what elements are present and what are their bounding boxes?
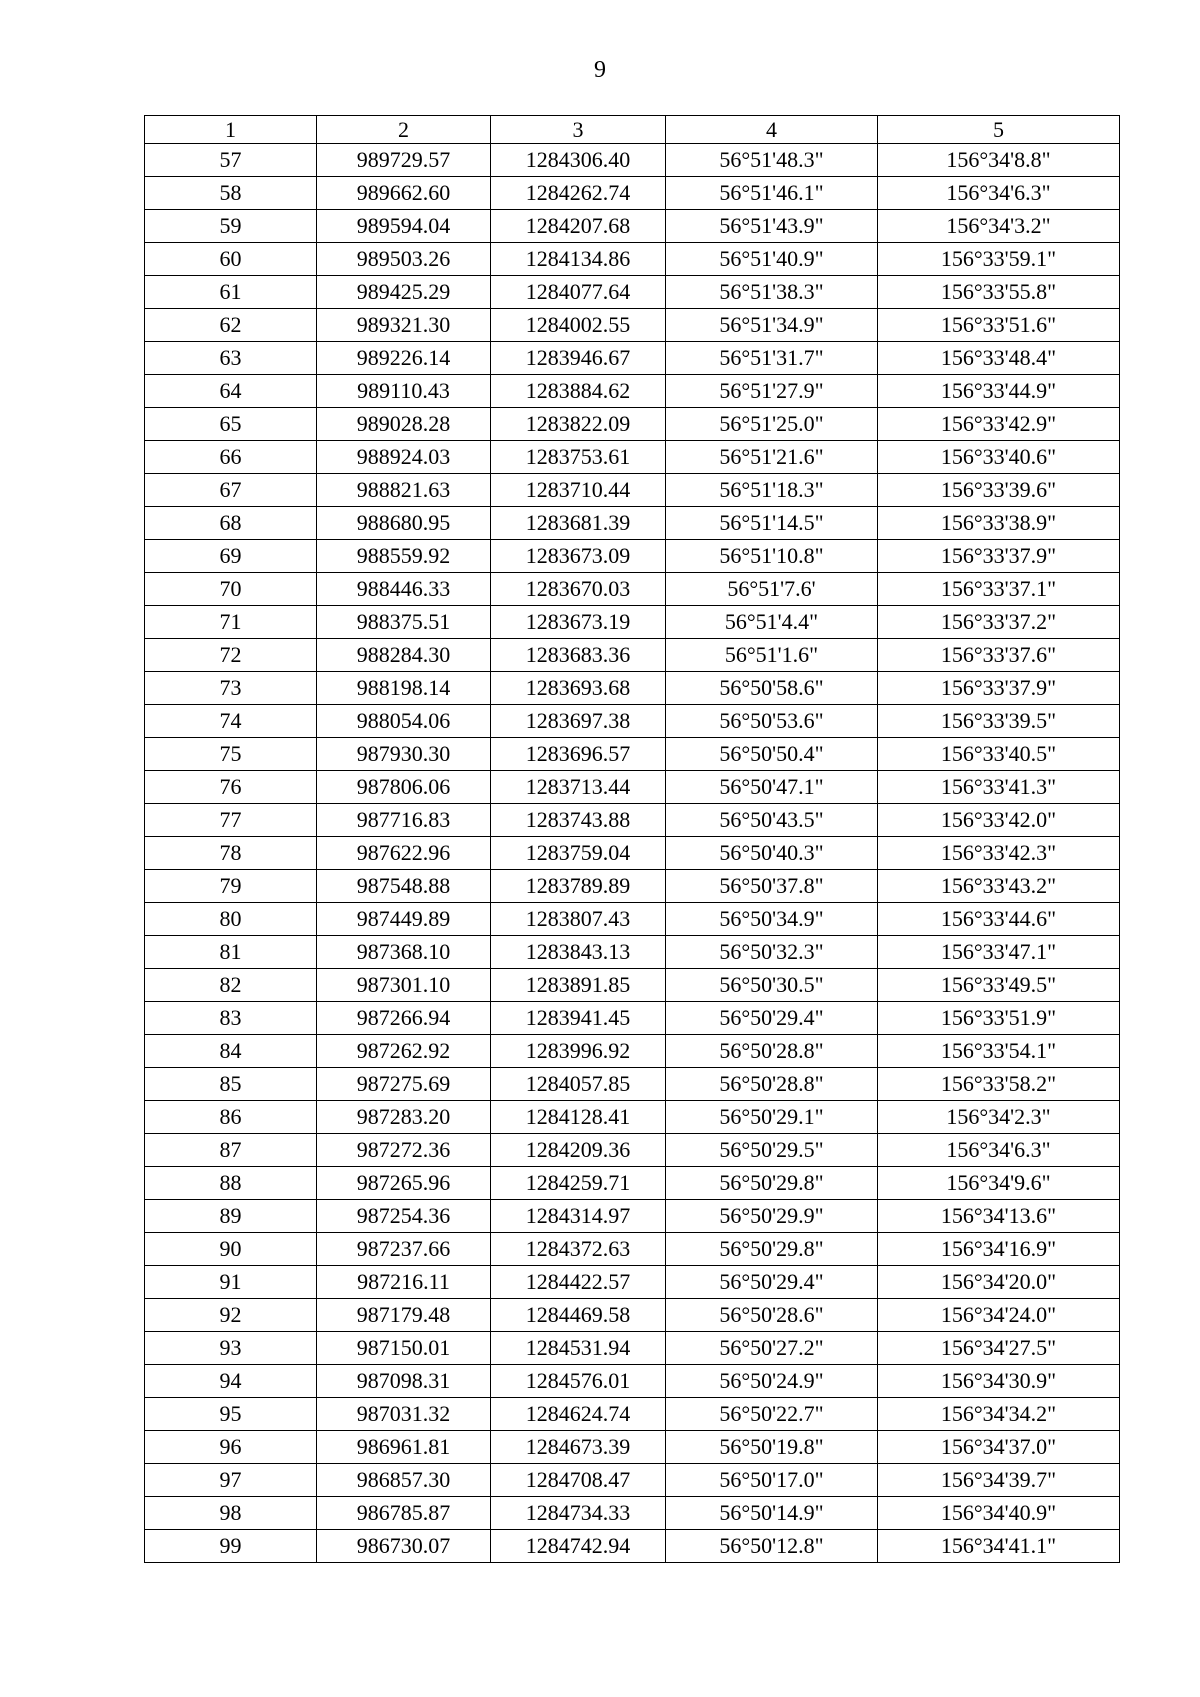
table-row [145, 507, 1120, 540]
table-row [145, 936, 1120, 969]
longitude-cell: 156°33'59.1" [878, 243, 1120, 276]
table-row [145, 177, 1120, 210]
column-header-3: 3 [491, 116, 666, 144]
longitude-cell: 156°33'37.1" [878, 573, 1120, 606]
latitude-cell: 56°51'43.9" [666, 210, 878, 243]
longitude-cell: 156°34'39.7" [878, 1464, 1120, 1497]
y-coordinate-cell: 1283753.61 [491, 441, 666, 474]
longitude-cell: 156°34'9.6" [878, 1167, 1120, 1200]
x-coordinate-cell: 986857.30 [317, 1464, 491, 1497]
point-number-cell: 93 [145, 1332, 317, 1365]
x-coordinate-cell: 989662.60 [317, 177, 491, 210]
y-coordinate-cell: 1284531.94 [491, 1332, 666, 1365]
x-coordinate-cell: 987266.94 [317, 1002, 491, 1035]
table-row [145, 804, 1120, 837]
latitude-cell: 56°51'4.4" [666, 606, 878, 639]
table-row [145, 309, 1120, 342]
x-coordinate-cell: 987265.96 [317, 1167, 491, 1200]
x-coordinate-cell: 989729.57 [317, 144, 491, 177]
point-number-cell: 92 [145, 1299, 317, 1332]
longitude-cell: 156°34'2.3" [878, 1101, 1120, 1134]
point-number-cell: 97 [145, 1464, 317, 1497]
latitude-cell: 56°51'18.3" [666, 474, 878, 507]
latitude-cell: 56°50'29.1" [666, 1101, 878, 1134]
latitude-cell: 56°51'46.1" [666, 177, 878, 210]
longitude-cell: 156°34'16.9" [878, 1233, 1120, 1266]
longitude-cell: 156°33'41.3" [878, 771, 1120, 804]
latitude-cell: 56°50'29.9" [666, 1200, 878, 1233]
y-coordinate-cell: 1284207.68 [491, 210, 666, 243]
latitude-cell: 56°50'27.2" [666, 1332, 878, 1365]
y-coordinate-cell: 1284624.74 [491, 1398, 666, 1431]
longitude-cell: 156°34'30.9" [878, 1365, 1120, 1398]
table-row [145, 1035, 1120, 1068]
table-row [145, 1266, 1120, 1299]
table-row [145, 1134, 1120, 1167]
point-number-cell: 70 [145, 573, 317, 606]
point-number-cell: 71 [145, 606, 317, 639]
point-number-cell: 69 [145, 540, 317, 573]
table-row [145, 1167, 1120, 1200]
page-number: 9 [594, 57, 606, 83]
latitude-cell: 56°51'48.3" [666, 144, 878, 177]
latitude-cell: 56°51'40.9" [666, 243, 878, 276]
latitude-cell: 56°50'37.8" [666, 870, 878, 903]
table-row [145, 672, 1120, 705]
point-number-cell: 95 [145, 1398, 317, 1431]
x-coordinate-cell: 989110.43 [317, 375, 491, 408]
point-number-cell: 60 [145, 243, 317, 276]
y-coordinate-cell: 1283673.09 [491, 540, 666, 573]
latitude-cell: 56°50'22.7" [666, 1398, 878, 1431]
y-coordinate-cell: 1283713.44 [491, 771, 666, 804]
table-row [145, 1497, 1120, 1530]
point-number-cell: 80 [145, 903, 317, 936]
longitude-cell: 156°33'42.3" [878, 837, 1120, 870]
y-coordinate-cell: 1283807.43 [491, 903, 666, 936]
x-coordinate-cell: 989594.04 [317, 210, 491, 243]
y-coordinate-cell: 1283996.92 [491, 1035, 666, 1068]
longitude-cell: 156°33'42.9" [878, 408, 1120, 441]
table-row [145, 1101, 1120, 1134]
y-coordinate-cell: 1283683.36 [491, 639, 666, 672]
point-number-cell: 75 [145, 738, 317, 771]
latitude-cell: 56°50'50.4" [666, 738, 878, 771]
point-number-cell: 84 [145, 1035, 317, 1068]
x-coordinate-cell: 988559.92 [317, 540, 491, 573]
table-row [145, 837, 1120, 870]
x-coordinate-cell: 988446.33 [317, 573, 491, 606]
y-coordinate-cell: 1283696.57 [491, 738, 666, 771]
x-coordinate-cell: 989503.26 [317, 243, 491, 276]
x-coordinate-cell: 988680.95 [317, 507, 491, 540]
latitude-cell: 56°50'19.8" [666, 1431, 878, 1464]
y-coordinate-cell: 1283891.85 [491, 969, 666, 1002]
latitude-cell: 56°50'29.4" [666, 1266, 878, 1299]
x-coordinate-cell: 987262.92 [317, 1035, 491, 1068]
table-row [145, 1299, 1120, 1332]
header-row [145, 116, 1120, 144]
point-number-cell: 91 [145, 1266, 317, 1299]
latitude-cell: 56°51'34.9" [666, 309, 878, 342]
x-coordinate-cell: 987031.32 [317, 1398, 491, 1431]
longitude-cell: 156°33'54.1" [878, 1035, 1120, 1068]
y-coordinate-cell: 1283697.38 [491, 705, 666, 738]
table-row [145, 441, 1120, 474]
latitude-cell: 56°50'53.6" [666, 705, 878, 738]
x-coordinate-cell: 988198.14 [317, 672, 491, 705]
point-number-cell: 79 [145, 870, 317, 903]
table-row [145, 1332, 1120, 1365]
latitude-cell: 56°51'21.6" [666, 441, 878, 474]
table-row [145, 771, 1120, 804]
y-coordinate-cell: 1284673.39 [491, 1431, 666, 1464]
x-coordinate-cell: 989028.28 [317, 408, 491, 441]
longitude-cell: 156°34'6.3" [878, 1134, 1120, 1167]
point-number-cell: 78 [145, 837, 317, 870]
point-number-cell: 86 [145, 1101, 317, 1134]
table-body [145, 144, 1120, 1563]
x-coordinate-cell: 987716.83 [317, 804, 491, 837]
point-number-cell: 82 [145, 969, 317, 1002]
point-number-cell: 89 [145, 1200, 317, 1233]
x-coordinate-cell: 987301.10 [317, 969, 491, 1002]
latitude-cell: 56°51'10.8" [666, 540, 878, 573]
y-coordinate-cell: 1284576.01 [491, 1365, 666, 1398]
table-row [145, 342, 1120, 375]
table-row [145, 903, 1120, 936]
longitude-cell: 156°34'41.1" [878, 1530, 1120, 1563]
longitude-cell: 156°34'40.9" [878, 1497, 1120, 1530]
latitude-cell: 56°51'25.0" [666, 408, 878, 441]
point-number-cell: 64 [145, 375, 317, 408]
latitude-cell: 56°51'14.5" [666, 507, 878, 540]
latitude-cell: 56°50'32.3" [666, 936, 878, 969]
y-coordinate-cell: 1284134.86 [491, 243, 666, 276]
latitude-cell: 56°50'28.6" [666, 1299, 878, 1332]
longitude-cell: 156°33'43.2" [878, 870, 1120, 903]
longitude-cell: 156°34'27.5" [878, 1332, 1120, 1365]
point-number-cell: 67 [145, 474, 317, 507]
y-coordinate-cell: 1283759.04 [491, 837, 666, 870]
point-number-cell: 61 [145, 276, 317, 309]
table-row [145, 738, 1120, 771]
table-row [145, 276, 1120, 309]
table-row [145, 540, 1120, 573]
x-coordinate-cell: 987150.01 [317, 1332, 491, 1365]
latitude-cell: 56°50'47.1" [666, 771, 878, 804]
y-coordinate-cell: 1284002.55 [491, 309, 666, 342]
y-coordinate-cell: 1284259.71 [491, 1167, 666, 1200]
latitude-cell: 56°50'29.5" [666, 1134, 878, 1167]
x-coordinate-cell: 988054.06 [317, 705, 491, 738]
point-number-cell: 74 [145, 705, 317, 738]
longitude-cell: 156°34'13.6" [878, 1200, 1120, 1233]
y-coordinate-cell: 1284372.63 [491, 1233, 666, 1266]
latitude-cell: 56°50'43.5" [666, 804, 878, 837]
latitude-cell: 56°50'40.3" [666, 837, 878, 870]
point-number-cell: 76 [145, 771, 317, 804]
longitude-cell: 156°33'40.6" [878, 441, 1120, 474]
y-coordinate-cell: 1283946.67 [491, 342, 666, 375]
table-row [145, 705, 1120, 738]
point-number-cell: 90 [145, 1233, 317, 1266]
table-row [145, 870, 1120, 903]
latitude-cell: 56°50'29.4" [666, 1002, 878, 1035]
point-number-cell: 87 [145, 1134, 317, 1167]
x-coordinate-cell: 989226.14 [317, 342, 491, 375]
longitude-cell: 156°34'6.3" [878, 177, 1120, 210]
table-row [145, 1398, 1120, 1431]
table-row [145, 1002, 1120, 1035]
x-coordinate-cell: 987930.30 [317, 738, 491, 771]
longitude-cell: 156°33'48.4" [878, 342, 1120, 375]
latitude-cell: 56°51'7.6' [666, 573, 878, 606]
x-coordinate-cell: 988821.63 [317, 474, 491, 507]
y-coordinate-cell: 1284128.41 [491, 1101, 666, 1134]
point-number-cell: 63 [145, 342, 317, 375]
latitude-cell: 56°50'28.8" [666, 1035, 878, 1068]
y-coordinate-cell: 1283822.09 [491, 408, 666, 441]
table-row [145, 1068, 1120, 1101]
longitude-cell: 156°33'37.9" [878, 540, 1120, 573]
latitude-cell: 56°50'29.8" [666, 1233, 878, 1266]
longitude-cell: 156°33'37.6" [878, 639, 1120, 672]
x-coordinate-cell: 988924.03 [317, 441, 491, 474]
table-header [145, 116, 1120, 144]
latitude-cell: 56°51'38.3" [666, 276, 878, 309]
table-row [145, 243, 1120, 276]
y-coordinate-cell: 1284708.47 [491, 1464, 666, 1497]
table-row [145, 375, 1120, 408]
coordinates-table [144, 115, 1120, 1563]
longitude-cell: 156°33'44.6" [878, 903, 1120, 936]
table-row [145, 210, 1120, 243]
column-header-5: 5 [878, 116, 1120, 144]
y-coordinate-cell: 1284209.36 [491, 1134, 666, 1167]
y-coordinate-cell: 1283789.89 [491, 870, 666, 903]
table-row [145, 1464, 1120, 1497]
y-coordinate-cell: 1284422.57 [491, 1266, 666, 1299]
x-coordinate-cell: 986961.81 [317, 1431, 491, 1464]
x-coordinate-cell: 987548.88 [317, 870, 491, 903]
point-number-cell: 96 [145, 1431, 317, 1464]
table-row [145, 606, 1120, 639]
x-coordinate-cell: 987237.66 [317, 1233, 491, 1266]
table-row [145, 474, 1120, 507]
longitude-cell: 156°33'47.1" [878, 936, 1120, 969]
point-number-cell: 59 [145, 210, 317, 243]
point-number-cell: 73 [145, 672, 317, 705]
longitude-cell: 156°34'3.2" [878, 210, 1120, 243]
column-header-4: 4 [666, 116, 878, 144]
y-coordinate-cell: 1284469.58 [491, 1299, 666, 1332]
table-row [145, 1530, 1120, 1563]
longitude-cell: 156°33'37.9" [878, 672, 1120, 705]
x-coordinate-cell: 989321.30 [317, 309, 491, 342]
latitude-cell: 56°50'14.9" [666, 1497, 878, 1530]
longitude-cell: 156°34'20.0" [878, 1266, 1120, 1299]
longitude-cell: 156°33'49.5" [878, 969, 1120, 1002]
y-coordinate-cell: 1284742.94 [491, 1530, 666, 1563]
latitude-cell: 56°50'30.5" [666, 969, 878, 1002]
point-number-cell: 88 [145, 1167, 317, 1200]
x-coordinate-cell: 987275.69 [317, 1068, 491, 1101]
x-coordinate-cell: 986785.87 [317, 1497, 491, 1530]
point-number-cell: 77 [145, 804, 317, 837]
y-coordinate-cell: 1284306.40 [491, 144, 666, 177]
x-coordinate-cell: 987179.48 [317, 1299, 491, 1332]
latitude-cell: 56°50'24.9" [666, 1365, 878, 1398]
latitude-cell: 56°50'28.8" [666, 1068, 878, 1101]
table-row [145, 1233, 1120, 1266]
longitude-cell: 156°33'37.2" [878, 606, 1120, 639]
point-number-cell: 58 [145, 177, 317, 210]
latitude-cell: 56°51'1.6" [666, 639, 878, 672]
latitude-cell: 56°50'34.9" [666, 903, 878, 936]
latitude-cell: 56°51'27.9" [666, 375, 878, 408]
longitude-cell: 156°33'40.5" [878, 738, 1120, 771]
point-number-cell: 94 [145, 1365, 317, 1398]
table-row [145, 144, 1120, 177]
x-coordinate-cell: 987449.89 [317, 903, 491, 936]
longitude-cell: 156°34'34.2" [878, 1398, 1120, 1431]
x-coordinate-cell: 988375.51 [317, 606, 491, 639]
point-number-cell: 66 [145, 441, 317, 474]
x-coordinate-cell: 987622.96 [317, 837, 491, 870]
column-header-1: 1 [145, 116, 317, 144]
y-coordinate-cell: 1283710.44 [491, 474, 666, 507]
point-number-cell: 99 [145, 1530, 317, 1563]
y-coordinate-cell: 1284734.33 [491, 1497, 666, 1530]
x-coordinate-cell: 988284.30 [317, 639, 491, 672]
y-coordinate-cell: 1284262.74 [491, 177, 666, 210]
longitude-cell: 156°33'51.6" [878, 309, 1120, 342]
table-row [145, 639, 1120, 672]
table-row [145, 1200, 1120, 1233]
longitude-cell: 156°34'8.8" [878, 144, 1120, 177]
y-coordinate-cell: 1283743.88 [491, 804, 666, 837]
longitude-cell: 156°33'39.5" [878, 705, 1120, 738]
latitude-cell: 56°50'29.8" [666, 1167, 878, 1200]
x-coordinate-cell: 987098.31 [317, 1365, 491, 1398]
y-coordinate-cell: 1283670.03 [491, 573, 666, 606]
x-coordinate-cell: 987254.36 [317, 1200, 491, 1233]
latitude-cell: 56°51'31.7" [666, 342, 878, 375]
longitude-cell: 156°33'38.9" [878, 507, 1120, 540]
longitude-cell: 156°33'58.2" [878, 1068, 1120, 1101]
latitude-cell: 56°50'58.6" [666, 672, 878, 705]
y-coordinate-cell: 1283693.68 [491, 672, 666, 705]
point-number-cell: 65 [145, 408, 317, 441]
y-coordinate-cell: 1283941.45 [491, 1002, 666, 1035]
y-coordinate-cell: 1283681.39 [491, 507, 666, 540]
point-number-cell: 83 [145, 1002, 317, 1035]
point-number-cell: 81 [145, 936, 317, 969]
x-coordinate-cell: 987806.06 [317, 771, 491, 804]
x-coordinate-cell: 987283.20 [317, 1101, 491, 1134]
point-number-cell: 62 [145, 309, 317, 342]
y-coordinate-cell: 1284314.97 [491, 1200, 666, 1233]
latitude-cell: 56°50'12.8" [666, 1530, 878, 1563]
table-row [145, 1431, 1120, 1464]
x-coordinate-cell: 987216.11 [317, 1266, 491, 1299]
point-number-cell: 68 [145, 507, 317, 540]
point-number-cell: 85 [145, 1068, 317, 1101]
table-row [145, 408, 1120, 441]
point-number-cell: 57 [145, 144, 317, 177]
point-number-cell: 98 [145, 1497, 317, 1530]
longitude-cell: 156°33'42.0" [878, 804, 1120, 837]
y-coordinate-cell: 1283884.62 [491, 375, 666, 408]
longitude-cell: 156°34'24.0" [878, 1299, 1120, 1332]
y-coordinate-cell: 1284077.64 [491, 276, 666, 309]
table-row [145, 1365, 1120, 1398]
x-coordinate-cell: 987368.10 [317, 936, 491, 969]
x-coordinate-cell: 989425.29 [317, 276, 491, 309]
table-row [145, 969, 1120, 1002]
latitude-cell: 56°50'17.0" [666, 1464, 878, 1497]
y-coordinate-cell: 1283673.19 [491, 606, 666, 639]
longitude-cell: 156°33'55.8" [878, 276, 1120, 309]
y-coordinate-cell: 1284057.85 [491, 1068, 666, 1101]
longitude-cell: 156°33'44.9" [878, 375, 1120, 408]
column-header-2: 2 [317, 116, 491, 144]
y-coordinate-cell: 1283843.13 [491, 936, 666, 969]
longitude-cell: 156°33'39.6" [878, 474, 1120, 507]
longitude-cell: 156°33'51.9" [878, 1002, 1120, 1035]
point-number-cell: 72 [145, 639, 317, 672]
longitude-cell: 156°34'37.0" [878, 1431, 1120, 1464]
table-row [145, 573, 1120, 606]
x-coordinate-cell: 986730.07 [317, 1530, 491, 1563]
x-coordinate-cell: 987272.36 [317, 1134, 491, 1167]
